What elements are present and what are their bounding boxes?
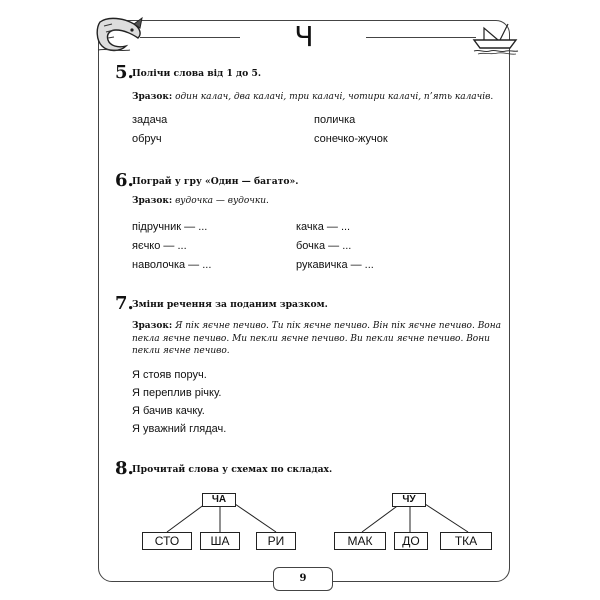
task-7-number: 7. xyxy=(115,293,134,314)
task-7-sample-label: Зразок: xyxy=(132,321,173,331)
scheme-2-top-syllable: ЧУ xyxy=(392,493,426,507)
task-6-word: підручник — ... xyxy=(132,221,208,233)
scheme-1-syllable: СТО xyxy=(142,532,192,550)
fish-illustration-icon xyxy=(94,14,144,56)
task-7-sentence: Я уважний глядач. xyxy=(132,423,227,435)
task-6-word: качка — ... xyxy=(296,221,351,233)
task-7-sample xyxy=(132,320,512,358)
task-5-word: обруч xyxy=(132,133,162,145)
scheme-2-syllable: МАК xyxy=(334,532,386,550)
task-8-number: 8. xyxy=(115,458,134,479)
task-5-sample-label: Зразок: xyxy=(132,92,173,102)
task-5-sample-text: один калач, два калачі, три калачі, чотири калачі, п’ять калачів. xyxy=(175,92,494,102)
task-7-sample-line: пекла яєчне печиво. Ми пекли яєчне печиво. Ви пекли яєчне печиво. Вони xyxy=(132,333,490,344)
task-5-word: сонечко-жучок xyxy=(314,133,388,145)
task-6-number: 6. xyxy=(115,170,134,191)
task-8-instruction: Прочитай слова у схемах по складах. xyxy=(132,464,333,475)
task-7-sample-text: Я пік яєчне печиво. Ти пік яєчне печиво. Він пік яєчне печиво. Вона xyxy=(175,321,502,331)
task-7-instruction: Зміни речення за поданим зразком. xyxy=(132,299,328,310)
task-7-sentence: Я бачив качку. xyxy=(132,405,205,417)
boat-illustration-icon xyxy=(470,20,520,56)
scheme-1-top-syllable: ЧА xyxy=(202,493,236,507)
header-rule-right xyxy=(366,37,476,38)
task-6-sample-text: вудочка — вудочки. xyxy=(175,196,269,206)
page-number: 9 xyxy=(273,567,333,591)
task-6-sample-label: Зразок: xyxy=(132,196,173,206)
task-7-sample-line: пекли яєчне печиво. xyxy=(132,346,230,356)
task-5-word: задача xyxy=(132,114,168,126)
page-title-letter: Ч xyxy=(243,22,365,52)
header-rule-left xyxy=(140,37,240,38)
task-7-sentence: Я переплив річку. xyxy=(132,387,222,399)
task-6-word: бочка — ... xyxy=(296,240,352,252)
task-5-instruction: Полічи слова від 1 до 5. xyxy=(132,68,262,79)
scheme-1-syllable: ША xyxy=(200,532,240,550)
task-7-sentence: Я стояв поруч. xyxy=(132,369,207,381)
scheme-2-syllable: ДО xyxy=(394,532,428,550)
scheme-1-syllable: РИ xyxy=(256,532,296,550)
task-5-number: 5. xyxy=(115,62,134,83)
task-5-sample xyxy=(132,91,493,104)
task-5-word: поличка xyxy=(314,114,356,126)
task-6-word: яєчко — ... xyxy=(132,240,187,252)
scheme-2-syllable: ТКА xyxy=(440,532,492,550)
task-6-word: рукавичка — ... xyxy=(296,259,374,271)
task-6-instruction: Пограй у гру «Один — багато». xyxy=(132,176,299,187)
task-7-sample-line xyxy=(132,320,512,333)
task-6-word: наволочка — ... xyxy=(132,259,212,271)
task-6-sample xyxy=(132,195,269,208)
